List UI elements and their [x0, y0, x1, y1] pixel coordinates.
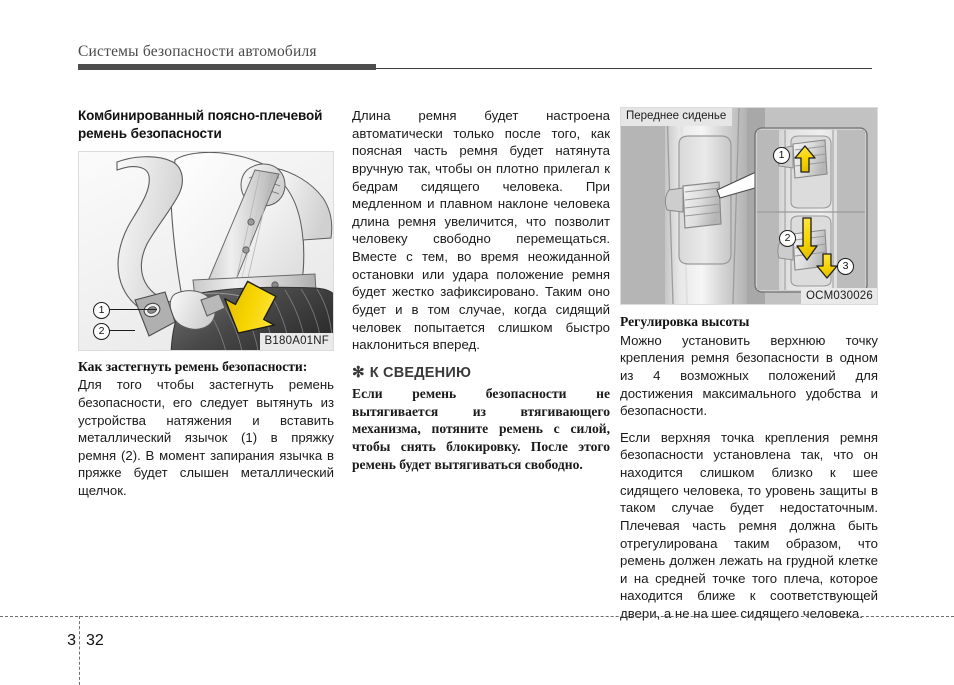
page-footer — [0, 616, 954, 685]
paragraph-belt-length: Длина ремня будет настроена автоматически только после того, как поясная часть ремня будет натянута вручную так, чтобы он плотно прилегал к бедрам сидящего человека. При медленном и плавном наклоне человека длина ремня увеличится, что позволит человеку свободно перемещаться. Вместе с тем, во время неожиданной остановки или удара положение ремня будет жестко зафиксировано. Таким оно будет и в том случае, когда сидящий человек попытается слишком быстро наклониться вперед. — [352, 108, 610, 353]
paragraph-height-positions: Можно установить верхнюю точку крепления ремня безопасности в одном из 4 возможных положений для достижения максимального удобства и безопасности. — [620, 332, 878, 419]
illustration-code-left: B180A01NF — [260, 333, 333, 349]
footer-dashed-rule — [0, 616, 954, 617]
section-title-seatbelt: Комбинированный поясно-плечевой ремень безопасности — [78, 108, 323, 141]
belt-height-adjuster-illustration — [620, 107, 878, 305]
header-rule-group — [78, 64, 872, 71]
page-header — [78, 43, 872, 71]
footer-page-number: 32 — [86, 632, 104, 649]
asterisk-icon: ✻ — [352, 364, 365, 382]
illustration-code-right: OCM030026 — [801, 288, 877, 304]
callout-number-1: 1 — [93, 302, 110, 319]
column-middle — [352, 107, 610, 474]
footer-chapter-number: 3 — [67, 632, 76, 649]
note-block — [352, 365, 610, 474]
header-rule-thin — [376, 68, 872, 69]
callout-number-r1: 1 — [773, 147, 790, 164]
callout-number-r2: 2 — [779, 230, 796, 247]
callout-leader-2 — [109, 330, 135, 331]
subtitle-how-to-buckle: Как застегнуть ремень безопасности: — [78, 358, 308, 374]
page-title: Системы безопасности автомобиля — [78, 43, 317, 60]
column-right — [620, 107, 878, 623]
paragraph-how-to-buckle: Для того чтобы застегнуть ремень безопасности, его следует вытянуть из устройства натяжения и вставить металлический язычок (1) в пряжку ремня (2). В момент запирания язычка в пряжке будет слышен металлический щелчок. — [78, 377, 334, 499]
subtitle-height-adjustment: Регулировка высоты — [620, 314, 750, 329]
paragraph-height-warning: Если верхняя точка крепления ремня безопасности установлена так, что он находится слишком близко к шее сидящего человека, то уровень защиты в таком случае будет недостаточным. Плечевая часть ремня должна быть отрегулирована таким образом, что ремень должен лежать на грудной клетке и на средней точке того плеча, которое находится ближе к соответствующей двери, а не на шее сидящего человека. — [620, 429, 878, 622]
seat-belt-buckle-illustration — [78, 151, 334, 351]
callout-leader-1 — [109, 309, 157, 310]
note-heading-label: К СВЕДЕНИЮ — [369, 364, 472, 381]
note-heading — [352, 365, 610, 381]
buckle-illustration-svg — [79, 152, 333, 350]
column-left — [78, 107, 334, 500]
callout-number-2: 2 — [93, 323, 110, 340]
callout-number-r3: 3 — [837, 258, 854, 275]
footer-dashed-divider — [79, 616, 80, 685]
illustration-caption-front-seat: Переднее сиденье — [621, 108, 732, 126]
header-rule-thick — [78, 64, 376, 70]
height-adjuster-svg — [621, 108, 877, 304]
note-body-text: Если ремень безопасности не вытягивается из втягивающего механизма, потяните ремень с силой, чтобы снять блокировку. После этого ремень будет вытягиваться свободно. — [352, 385, 610, 472]
